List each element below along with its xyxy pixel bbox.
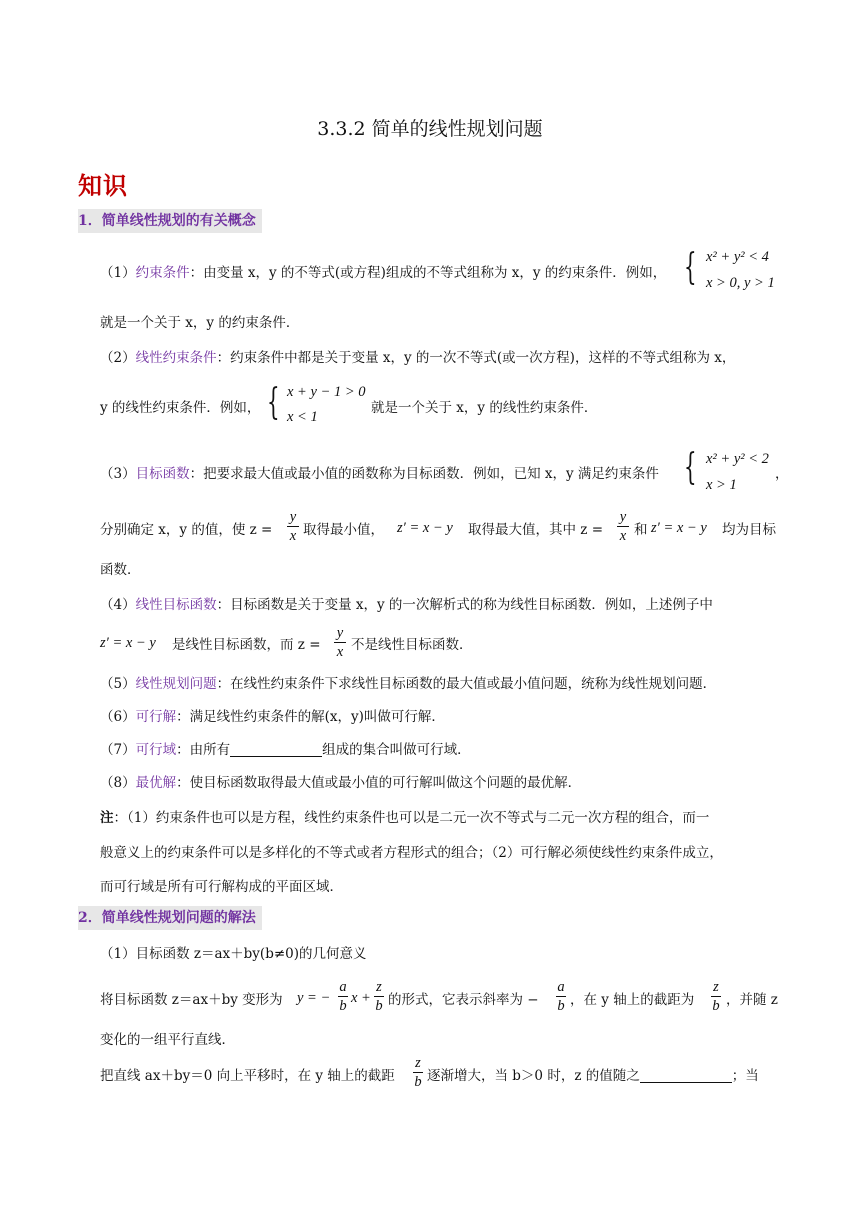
term-objective: 目标函数 (135, 466, 190, 482)
item-7: （7）可行域：由所有 组成的集合叫做可行域． (100, 742, 471, 758)
sec2-p2e: ，在 y 轴上的截距为 (570, 992, 695, 1008)
sec2-p1: （1）目标函数 z＝ax＋by(b≠0)的几何意义 (100, 946, 367, 962)
item-3-line2a: 分别确定 x，y 的值，使 z = (100, 522, 273, 538)
item-3-line2c: z′ = x − y (397, 520, 453, 536)
note-line-3: 而可行域是所有可行解构成的平面区域． (100, 879, 343, 895)
item-3-line2f: z′ = x − y (651, 520, 707, 536)
term-feasible-solution: 可行解 (135, 709, 177, 725)
term-linear-objective: 线性目标函数 (135, 597, 217, 613)
fraction-y-over-x-1: y x (287, 509, 299, 544)
section-heading: 知识 (78, 171, 128, 200)
fill-blank-1[interactable] (230, 742, 322, 757)
item-4-line2b: 是线性目标函数，而 z = (172, 637, 321, 653)
item-4-line2c: 不是线性目标函数． (351, 637, 473, 653)
item-8: （8）最优解：使目标函数取得最大值或最小值的可行解叫做这个问题的最优解． (100, 775, 582, 791)
note-line-1: 注：（1）约束条件也可以是方程，线性约束条件也可以是二元一次不等式与二元一次方程的组合，而一 (100, 810, 710, 826)
page-title: 3.3.2 简单的线性规划问题 (317, 118, 543, 140)
system-1-line2: x > 0, y > 1 (706, 275, 775, 291)
fraction-z-over-b-2: z b (712, 979, 720, 1014)
fraction-a-over-b-2: a b (557, 979, 565, 1014)
item-5: （5）线性规划问题：在线性约束条件下求线性目标函数的最大值或最小值问题，统称为线性规划问题． (100, 676, 717, 692)
item-3-line3: 函数． (100, 562, 141, 578)
brace-3: { (684, 447, 697, 488)
item-3-line2g: 均为目标 (722, 522, 776, 538)
sec2-p2b: y = − (297, 990, 331, 1006)
sec2-p2a: 将目标函数 z＝ax＋by 变形为 (100, 992, 283, 1008)
term-constraint: 约束条件 (135, 265, 190, 281)
fraction-a-over-b-1: a b (339, 979, 347, 1014)
item-4: （4）线性目标函数：目标函数是关于变量 x，y 的一次解析式的称为线性目标函数．例如，上述例子中 (100, 597, 713, 613)
item-2: （2）线性约束条件：约束条件中都是关于变量 x，y 的一次不等式(或一次方程)，这样的不等式组称为 x， (100, 350, 736, 366)
section-1-heading: 1．简单线性规划的有关概念 (78, 209, 262, 233)
sec2-p2c: x + (351, 990, 371, 1006)
system-2-line2: x < 1 (287, 409, 318, 425)
item-1: （1）约束条件：由变量 x，y 的不等式(或方程)组成的不等式组称为 x，y 的约束条件．例如， (100, 265, 667, 281)
item-3-line2e: 和 (634, 522, 648, 538)
item-2-cont-a: y 的线性约束条件．例如， (100, 400, 261, 416)
item-3: （3）目标函数：把要求最大值或最小值的函数称为目标函数．例如，已知 x，y 满足约束条件 (100, 466, 659, 482)
item-2-cont-b: 就是一个关于 x，y 的线性约束条件． (371, 400, 598, 416)
fraction-z-over-b-3: z b (414, 1055, 422, 1090)
fraction-y-over-x-2: y x (617, 509, 629, 544)
term-optimal-solution: 最优解 (135, 775, 177, 791)
fill-blank-2[interactable] (640, 1068, 732, 1083)
brace-2: { (267, 382, 280, 423)
item-6: （6）可行解：满足线性约束条件的解(x，y)叫做可行解． (100, 709, 445, 725)
note-line-2: 般意义上的约束条件可以是多样化的不等式或者方程形式的组合；（2）可行解必须使线性约束条件成立， (100, 845, 723, 861)
sec2-p2-line2: 变化的一组平行直线． (100, 1032, 235, 1048)
sec2-p2d: 的形式，它表示斜率为 − (388, 992, 539, 1008)
fraction-z-over-b-1: z b (375, 979, 383, 1014)
item-3-line2d: 取得最大值，其中 z = (468, 522, 604, 538)
term-linear-constraint: 线性约束条件 (135, 350, 217, 366)
note-label: 注 (100, 810, 114, 826)
item-4-line2a: z′ = x − y (100, 635, 156, 651)
sec2-p3b: 逐渐增大，当 b＞0 时，z 的值随之 ；当 (427, 1068, 759, 1084)
item-3-comma: ， (775, 466, 789, 482)
section-2-heading: 2．简单线性规划问题的解法 (78, 906, 262, 930)
system-2-line1: x + y − 1 > 0 (287, 384, 366, 400)
fraction-y-over-x-3: y x (334, 625, 346, 660)
system-3-line2: x > 1 (706, 477, 737, 493)
brace-1: { (684, 247, 697, 288)
system-1-line1: x² + y² < 4 (706, 249, 769, 265)
sec2-p3a: 把直线 ax＋by＝0 向上平移时，在 y 轴上的截距 (100, 1068, 395, 1084)
item-3-line2b: 取得最小值， (303, 522, 384, 538)
sec2-p2f: ，并随 z (726, 992, 778, 1008)
system-3-line1: x² + y² < 2 (706, 451, 769, 467)
term-lp-problem: 线性规划问题 (135, 676, 217, 692)
term-feasible-region: 可行域 (135, 742, 177, 758)
item-1-cont: 就是一个关于 x，y 的约束条件． (100, 315, 300, 331)
